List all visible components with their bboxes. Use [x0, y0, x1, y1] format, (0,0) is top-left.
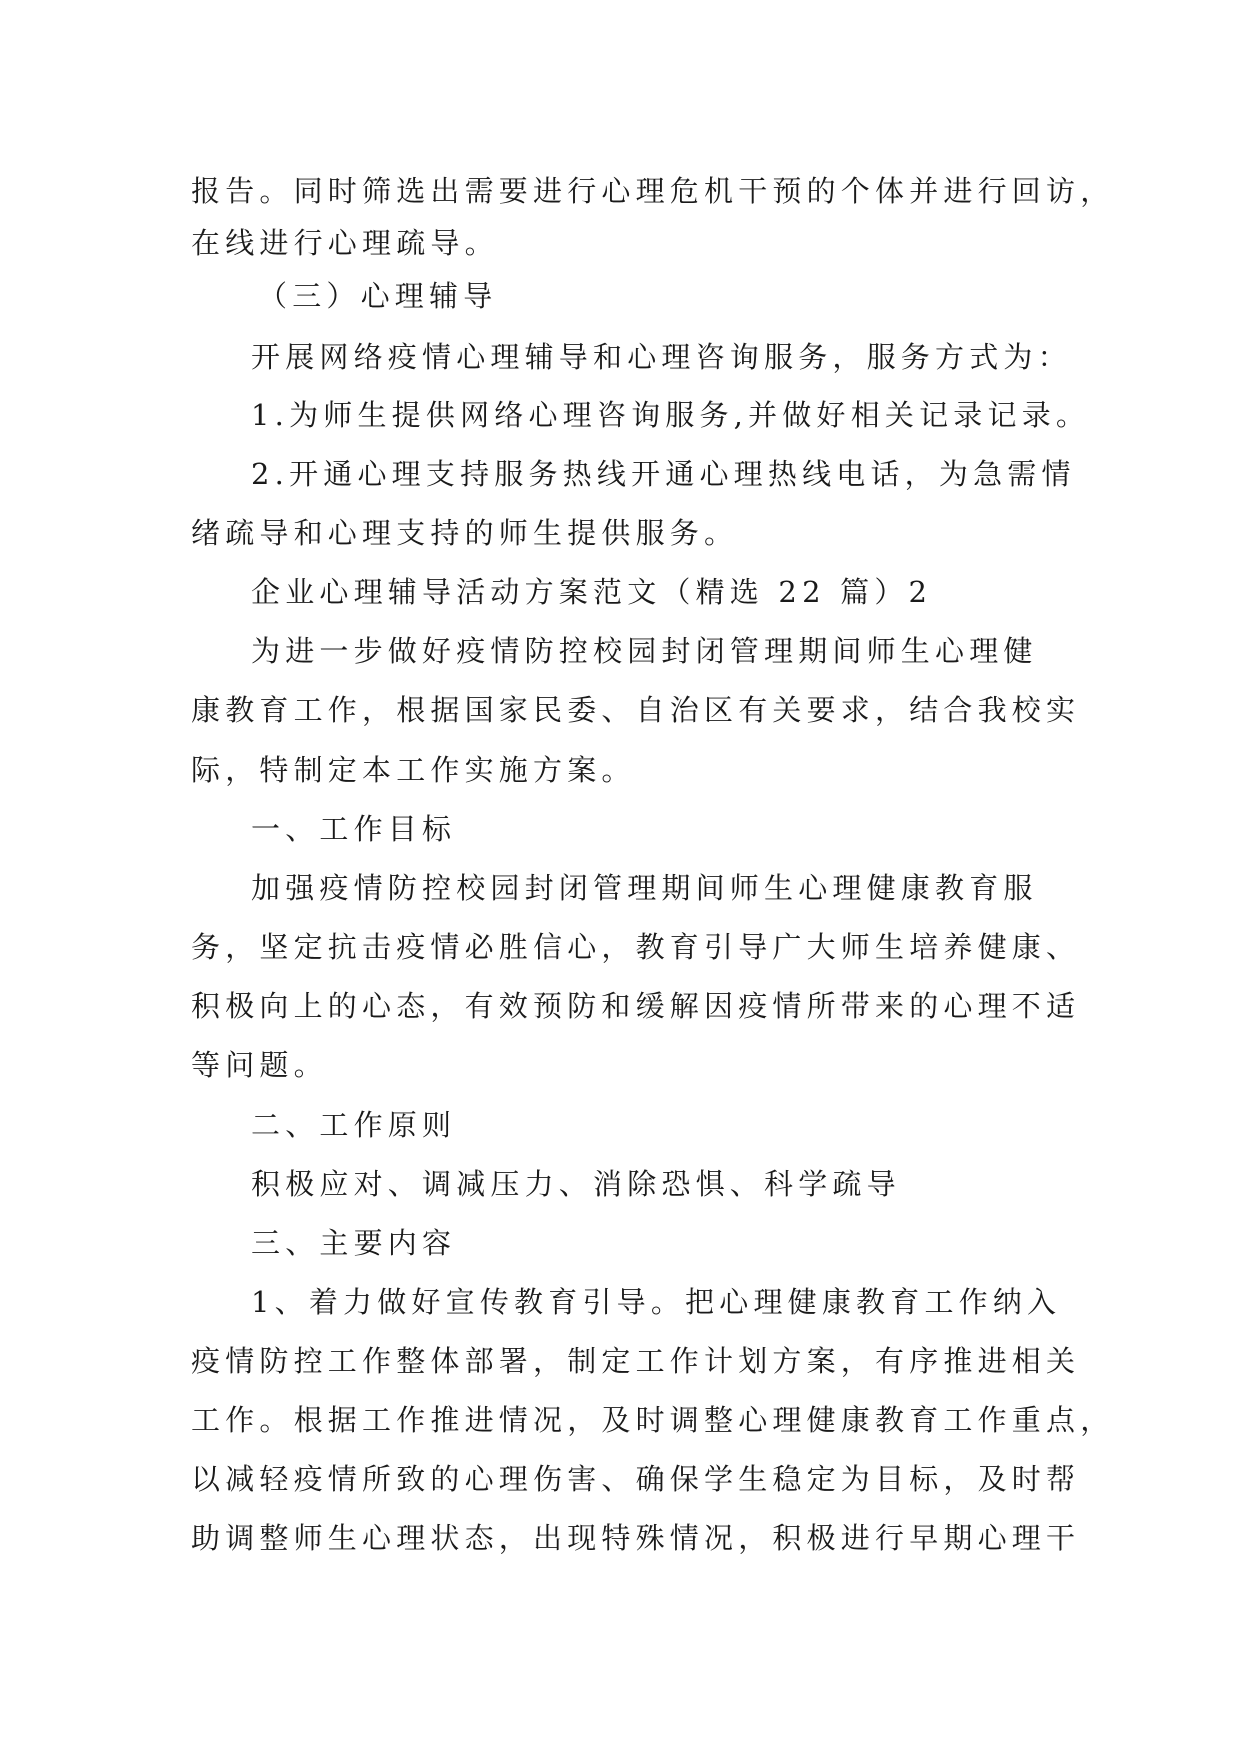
text-line: 工作。根据工作推进情况，及时调整心理健康教育工作重点，: [191, 1403, 1115, 1437]
text-line: 助调整师生心理状态，出现特殊情况，积极进行早期心理干: [191, 1521, 1081, 1555]
text-line: 积极应对、调减压力、消除恐惧、科学疏导: [251, 1167, 901, 1201]
text-line: 等问题。: [191, 1048, 328, 1082]
list-item: 2.开通心理支持服务热线开通心理热线电话，为急需情: [251, 457, 1076, 491]
text-line: 际，特制定本工作实施方案。: [191, 753, 636, 787]
section-heading: 一、工作目标: [251, 812, 457, 846]
article-title: 企业心理辅导活动方案范文（精选 22 篇）2: [251, 575, 933, 609]
text-line: 加强疫情防控校园封闭管理期间师生心理健康教育服: [251, 871, 1038, 905]
section-heading: 二、工作原则: [251, 1108, 457, 1142]
text-line: 积极向上的心态，有效预防和缓解因疫情所带来的心理不适: [191, 989, 1081, 1023]
list-item: 1.为师生提供网络心理咨询服务,并做好相关记录记录。: [251, 398, 1091, 432]
text-line: 报告。同时筛选出需要进行心理危机干预的个体并进行回访，: [191, 174, 1115, 208]
text-line: 务，坚定抗击疫情必胜信心，教育引导广大师生培养健康、: [191, 930, 1081, 964]
text-line: 疫情防控工作整体部署，制定工作计划方案，有序推进相关: [191, 1344, 1081, 1378]
text-line: 绪疏导和心理支持的师生提供服务。: [191, 516, 739, 550]
text-line: 康教育工作，根据国家民委、自治区有关要求，结合我校实: [191, 693, 1081, 727]
section-heading: （三）心理辅导: [258, 279, 498, 313]
section-heading: 三、主要内容: [251, 1226, 457, 1260]
text-line: 1、着力做好宣传教育引导。把心理健康教育工作纳入: [251, 1285, 1062, 1319]
text-line: 在线进行心理疏导。: [191, 226, 499, 260]
text-line: 以减轻疫情所致的心理伤害、确保学生稳定为目标，及时帮: [191, 1462, 1081, 1496]
text-line: 开展网络疫情心理辅导和心理咨询服务，服务方式为：: [251, 340, 1072, 374]
text-line: 为进一步做好疫情防控校园封闭管理期间师生心理健: [251, 634, 1038, 668]
